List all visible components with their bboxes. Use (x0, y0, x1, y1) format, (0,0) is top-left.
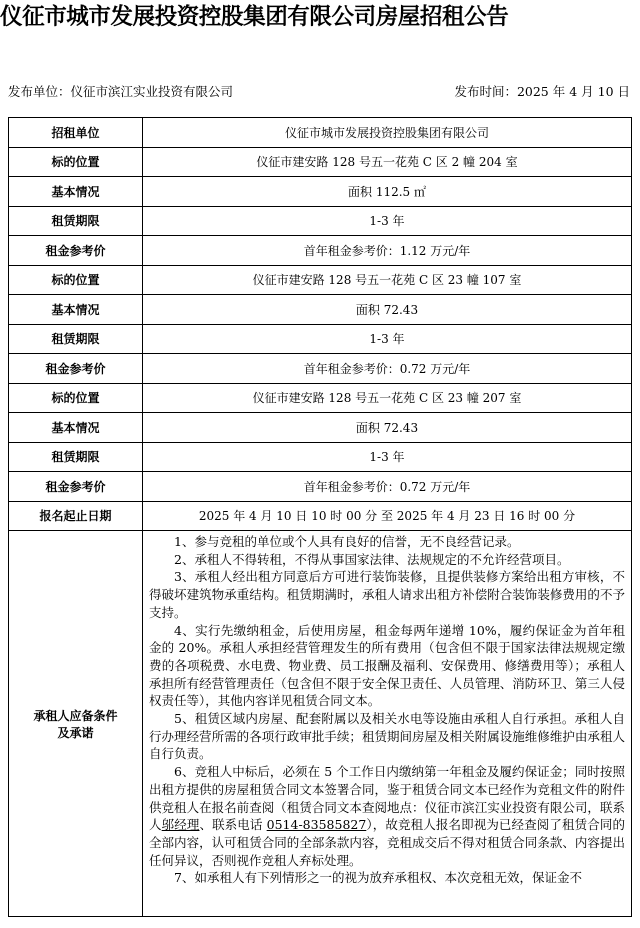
contact-person: 邬经理 (161, 817, 200, 833)
basic-value: 面积 112.5 ㎡ (143, 177, 632, 207)
publisher-name: 仪征市滨江实业投资有限公司 (70, 84, 234, 99)
rent-value: 首年租金参考价：1.12 万元/年 (143, 236, 632, 266)
owner-value: 仪征市城市发展投资控股集团有限公司 (143, 118, 632, 148)
term-text: ），故竞租人报名即视为已经查阅了租赁合同的全部内容，认可租赁合同的全部条款内容，竞租成交后不得对租赁合同条款、内容提出任何异议，否则视作竞租人弃标处理。 (149, 817, 625, 868)
location-label: 标的位置 (9, 147, 143, 177)
table-row (9, 177, 632, 207)
table-row (9, 383, 632, 413)
terms-cell (143, 531, 632, 917)
term-value: 1-3 年 (143, 324, 632, 354)
term-value: 1-3 年 (143, 206, 632, 236)
term-item: 2、承租人不得转租，不得从事国家法律、法规规定的不允许经营项目。 (174, 551, 570, 567)
term-text: 6、竞租人中标后，必须在 5 个工作日内缴纳第一年租金及履约保证金；同时按照出租方提供的房屋租赁合同文本签署合同，鉴于租赁合同文本已经作为竞租文件的附件供竞租人在报名前查阅（租赁合同文本查阅地点：仪征市滨江实业投资有限公司，联系人 (149, 764, 625, 833)
location-label: 标的位置 (9, 265, 143, 295)
rent-label: 租金参考价 (9, 236, 143, 266)
terms-content (143, 531, 631, 916)
table-row (9, 531, 632, 917)
table-row (9, 354, 632, 384)
table-row (9, 265, 632, 295)
location-value: 仪征市建安路 128 号五一花苑 C 区 23 幢 207 室 (143, 383, 632, 413)
publisher-info (8, 84, 233, 100)
table-row (9, 206, 632, 236)
basic-value: 面积 72.43 (143, 295, 632, 325)
location-value: 仪征市建安路 128 号五一花苑 C 区 2 幢 204 室 (143, 147, 632, 177)
location-value: 仪征市建安路 128 号五一花苑 C 区 23 幢 107 室 (143, 265, 632, 295)
table-row (9, 413, 632, 443)
table-row (9, 295, 632, 325)
basic-label: 基本情况 (9, 177, 143, 207)
term-value: 1-3 年 (143, 442, 632, 472)
term-item: 4、实行先缴纳租金，后使用房屋，租金每两年递增 10%，履约保证金为首年租金的 20%。承租人承担经营管理发生的所有费用（包含但不限于国家法律法规规定缴费的各项税费、水电费、物业费、员工报酬及福利、安保费用、修缮费用等）；承租人承担所有经营管理责任（包含但不限于安全保卫责任、人员管理、消防环卫、第三人侵权责任等），其他内容详见租赁合同文本。 (149, 622, 625, 709)
publisher-label: 发布单位： (8, 84, 71, 99)
contact-phone: 0514-83585827 (266, 817, 367, 833)
publish-time-label: 发布时间： (454, 84, 517, 99)
term-item: 1、参与竞租的单位或个人具有良好的信誉，无不良经营记录。 (174, 534, 520, 549)
table-row (9, 472, 632, 502)
basic-label: 基本情况 (9, 413, 143, 443)
table-row (9, 501, 632, 531)
terms-label-line-2: 及承诺 (57, 725, 94, 740)
term-label: 租赁期限 (9, 324, 143, 354)
period-label: 报名起止日期 (9, 501, 143, 531)
basic-label: 基本情况 (9, 295, 143, 325)
term-text: 、联系电话 (199, 817, 267, 833)
term-item: 7、如承租人有下列情形之一的视为放弃承租权、本次竞租无效，保证金不 (174, 870, 582, 886)
rent-value: 首年租金参考价：0.72 万元/年 (143, 472, 632, 502)
publish-time: 2025 年 4 月 10 日 (516, 84, 630, 99)
table-row (9, 442, 632, 472)
table-row (9, 118, 632, 148)
rent-label: 租金参考价 (9, 354, 143, 384)
table-row (9, 236, 632, 266)
publish-time-info (454, 84, 630, 100)
rent-value: 首年租金参考价：0.72 万元/年 (143, 354, 632, 384)
term-label: 租赁期限 (9, 206, 143, 236)
table-row (9, 324, 632, 354)
location-label: 标的位置 (9, 383, 143, 413)
term-item: 3、承租人经出租方同意后方可进行装饰装修，且提供装修方案给出租方审核，不得破坏建筑物承重结构。租赁期满时，承租人请求出租方补偿附合装饰装修费用的不予支持。 (149, 569, 625, 620)
rental-info-table (8, 117, 632, 917)
term-item (149, 763, 625, 869)
rent-label: 租金参考价 (9, 472, 143, 502)
terms-label-line-1: 承租人应备条件 (33, 708, 118, 723)
owner-label: 招租单位 (9, 118, 143, 148)
term-item: 5、租赁区域内房屋、配套附属以及相关水电等设施由承租人自行承担。承租人自行办理经营所需的各项行政审批手续；租赁期间房屋及相关附属设施维修维护由承租人自行负责。 (149, 711, 625, 762)
page-title: 仪征市城市发展投资控股集团有限公司房屋招租公告 (0, 4, 509, 30)
period-value: 2025 年 4 月 10 日 10 时 00 分 至 2025 年 4 月 23 日 16 时 00 分 (143, 501, 632, 531)
term-label: 租赁期限 (9, 442, 143, 472)
basic-value: 面积 72.43 (143, 413, 632, 443)
terms-label (9, 531, 143, 917)
table-row (9, 147, 632, 177)
